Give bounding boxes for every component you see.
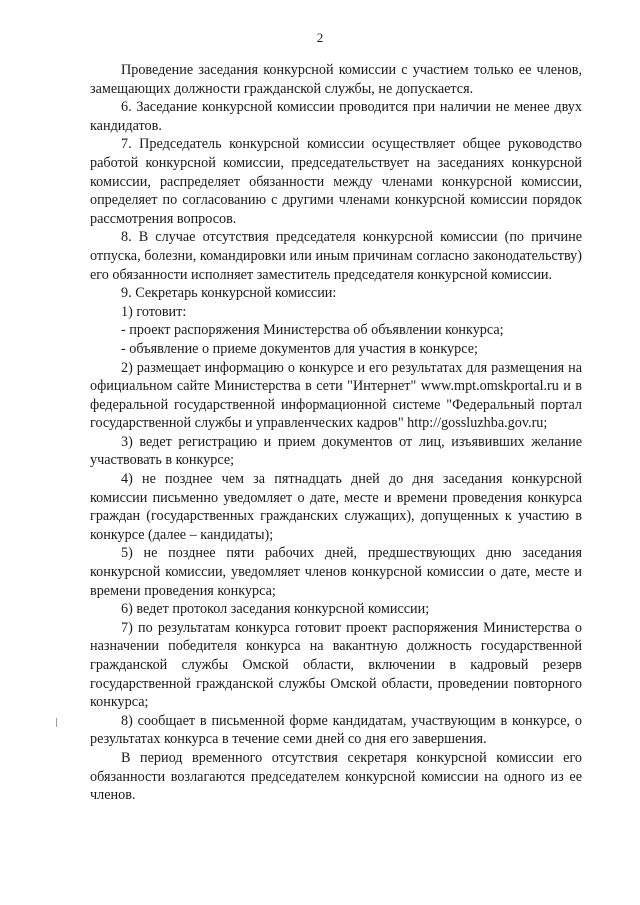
paragraph-commission-quorum-members: Проведение заседания конкурсной комиссии с участием только ее членов, замещающих должности гражданской службы, не допускается. (90, 62, 582, 97)
paragraph-secretary-absence: В период временного отсутствия секретаря конкурсной комиссии его обязанности возлагаются председателем конкурсной комиссии на одного из ее членов. (90, 749, 582, 804)
paragraph-subitem-1: 1) готовит: (121, 303, 187, 320)
paragraph-subitem-7: 7) по результатам конкурса готовит проект распоряжения Министерства о назначении победителя конкурса на вакантную должность государственной гражданской службы Омской области, включении в кадровый резерв государственной гражданской службы Омской области, проведении повторного конкурса; (90, 619, 582, 711)
scan-mark (56, 718, 57, 727)
paragraph-subitem-6: 6) ведет протокол заседания конкурсной комиссии; (121, 601, 430, 618)
page-number: 2 (316, 30, 324, 45)
paragraph-item-6: 6. Заседание конкурсной комиссии проводится при наличии не менее двух кандидатов. (90, 99, 582, 134)
paragraph-subitem-3: 3) ведет регистрацию и прием документов от лиц, изъявивших желание участвовать в конкурсе; (90, 433, 582, 469)
paragraph-subitem-5: 5) не позднее пяти рабочих дней, предшествующих дню заседания конкурсной комиссии, уведомляет членов конкурсной комиссии о дате, месте и времени проведения конкурса; (90, 545, 582, 599)
paragraph-subitem-2: 2) размещает информацию о конкурсе и его результатах для размещения на официальном сайте Министерства в сети "Интернет" www.mpt.omskportal.ru и в федеральной государственной информационной системе "Федеральный портал государственной службы и управленческих кадров" http://gossluzhba.gov.ru; (90, 359, 582, 432)
paragraph-item-8: 8. В случае отсутствия председателя конкурсной комиссии (по причине отпуска, болезни, командировки или иным причинам согласно законодательству) его обязанности исполняет заместитель председателя конкурсной комиссии. (90, 229, 582, 283)
paragraph-subitem-1-bullet-1: - проект распоряжения Министерства об объявлении конкурса; (121, 322, 504, 339)
paragraph-item-7: 7. Председатель конкурсной комиссии осуществляет общее руководство работой конкурсной комиссии, председательствует на заседаниях конкурсной комиссии, распределяет обязанности между членами конкурсной комиссии, определяет по согласованию с другими членами конкурсной комиссии порядок рассмотрения вопросов. (90, 136, 582, 227)
paragraph-subitem-1-bullet-2: - объявление о приеме документов для участия в конкурсе; (121, 340, 478, 357)
paragraph-subitem-8: 8) сообщает в письменной форме кандидатам, участвующим в конкурсе, о результатах конкурса в течение семи дней со дня его завершения. (90, 712, 582, 748)
paragraph-item-9: 9. Секретарь конкурсной комиссии: (121, 285, 337, 302)
document-body (90, 61, 582, 805)
paragraph-subitem-4: 4) не позднее чем за пятнадцать дней до дня заседания конкурсной комиссии письменно уведомляет о дате, месте и времени проведения конкурса граждан (государственных гражданских служащих), допущенных к участию в конкурсе (далее – кандидаты); (90, 471, 582, 543)
